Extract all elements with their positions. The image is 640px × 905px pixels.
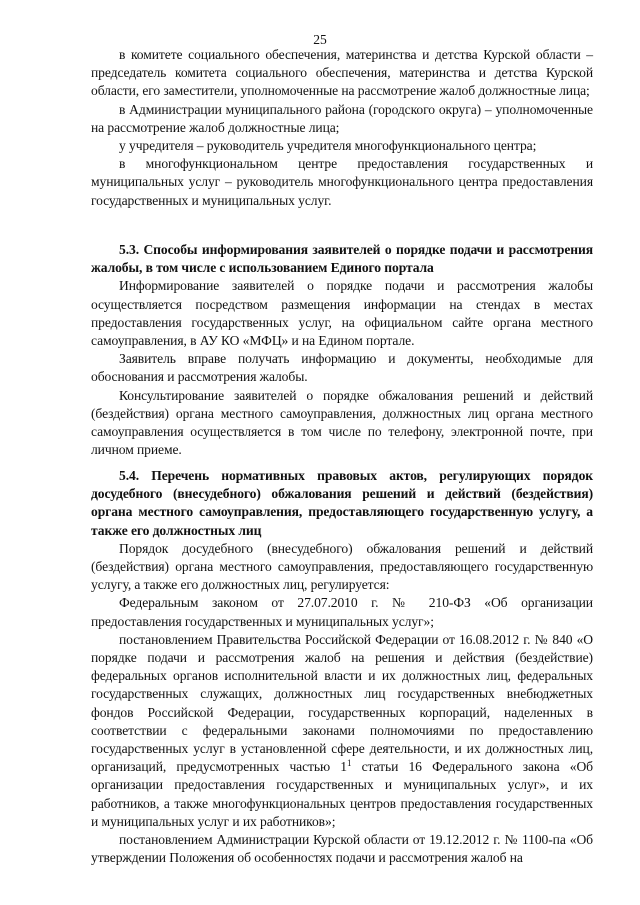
section-5-4: [91, 467, 593, 867]
resolution-840-text-continued: статьи 16 Федерального закона «Об организации предоставления государственных и муниципальных услуг», и их работников, а также многофункциональных центров предоставления государственных и муниципальных услуг и их работников»;: [91, 759, 593, 829]
paragraph-mfc: в многофункциональном центре предоставления государственных и муниципальных услуг – руководитель многофункционального центра предоставления государственных и муниципальных услуг.: [91, 156, 593, 208]
section-heading-5-3: 5.3. Способы информирования заявителей о порядке подачи и рассмотрения жалобы, в том числе с использованием Единого портала: [91, 242, 593, 276]
paragraph-applicant-rights: Заявитель вправе получать информацию и документы, необходимые для обоснования и рассмотрения жалобы.: [91, 351, 593, 385]
paragraph-informing: Информирование заявителей о порядке подачи и рассмотрения жалобы осуществляется посредством размещения информации на стендах в местах предоставления государственных услуг, на официальном сайте органа местного самоуправления, в АУ КО «МФЦ» и на Едином портале.: [91, 278, 593, 349]
page-number: 25: [313, 32, 327, 47]
complaint-recipients-section: [91, 46, 593, 210]
superscript-part-number: 1: [346, 758, 352, 769]
paragraph-founder: у учредителя – руководитель учредителя многофункционального центра;: [119, 138, 537, 154]
paragraph-regional-committee: в комитете социального обеспечения, материнства и детства Курской области – председатель комитета социального обеспечения, материнства и детства Курской области, его заместители, уполномоченные на рассмотрение жалоб должностные лица;: [91, 47, 593, 99]
paragraph-government-resolution-840: [91, 631, 593, 831]
paragraph-federal-law-210: Федеральным законом от 27.07.2010 г. № 210-ФЗ «Об организации предоставления государственных и муниципальных услуг»;: [91, 595, 593, 629]
resolution-840-text: постановлением Правительства Российской Федерации от 16.08.2012 г. № 840 «О порядке подачи и рассмотрения жалоб на решения и действия (бездействие) федеральных органов исполнительной власти и их должностных лиц, федеральных государственных служащих, должностных лиц государственных внебюджетных фондов Российской Федерации, государственных корпораций, наделенных в соответствии с федеральными законами полномочиями по предоставлению государственных услуг в установленной сфере деятельности, и их должностных лиц, организаций, предусмотренных частью 1: [91, 631, 593, 775]
section-heading-5-4: 5.4. Перечень нормативных правовых актов, регулирующих порядок досудебного (внесудебного) обжалования решений и действий (бездействия) органа местного самоуправления, предоставляющего государственную услугу, а также его должностных лиц: [91, 468, 593, 538]
paragraph-municipal-administration: в Администрации муниципального района (городского округа) – уполномоченные на рассмотрение жалоб должностные лица;: [91, 101, 593, 135]
paragraph-consulting: Консультирование заявителей о порядке обжалования решений и действий (бездействия) органа местного самоуправления, должностных лиц органа местного самоуправления осуществляется в том числе по телефону, электронной почте, при личном приеме.: [91, 387, 593, 458]
paragraph-appeal-procedure: Порядок досудебного (внесудебного) обжалования решений и действий (бездействия) органа местного самоуправления, предоставляющего государственную услугу, а также его должностных лиц, регулируется:: [91, 540, 593, 593]
section-5-3: [91, 241, 593, 459]
paragraph-kursk-resolution-1100: постановлением Администрации Курской области от 19.12.2012 г. № 1100-па «Об утверждении Положения об особенностях подачи и рассмотрения жалоб на: [91, 832, 593, 866]
